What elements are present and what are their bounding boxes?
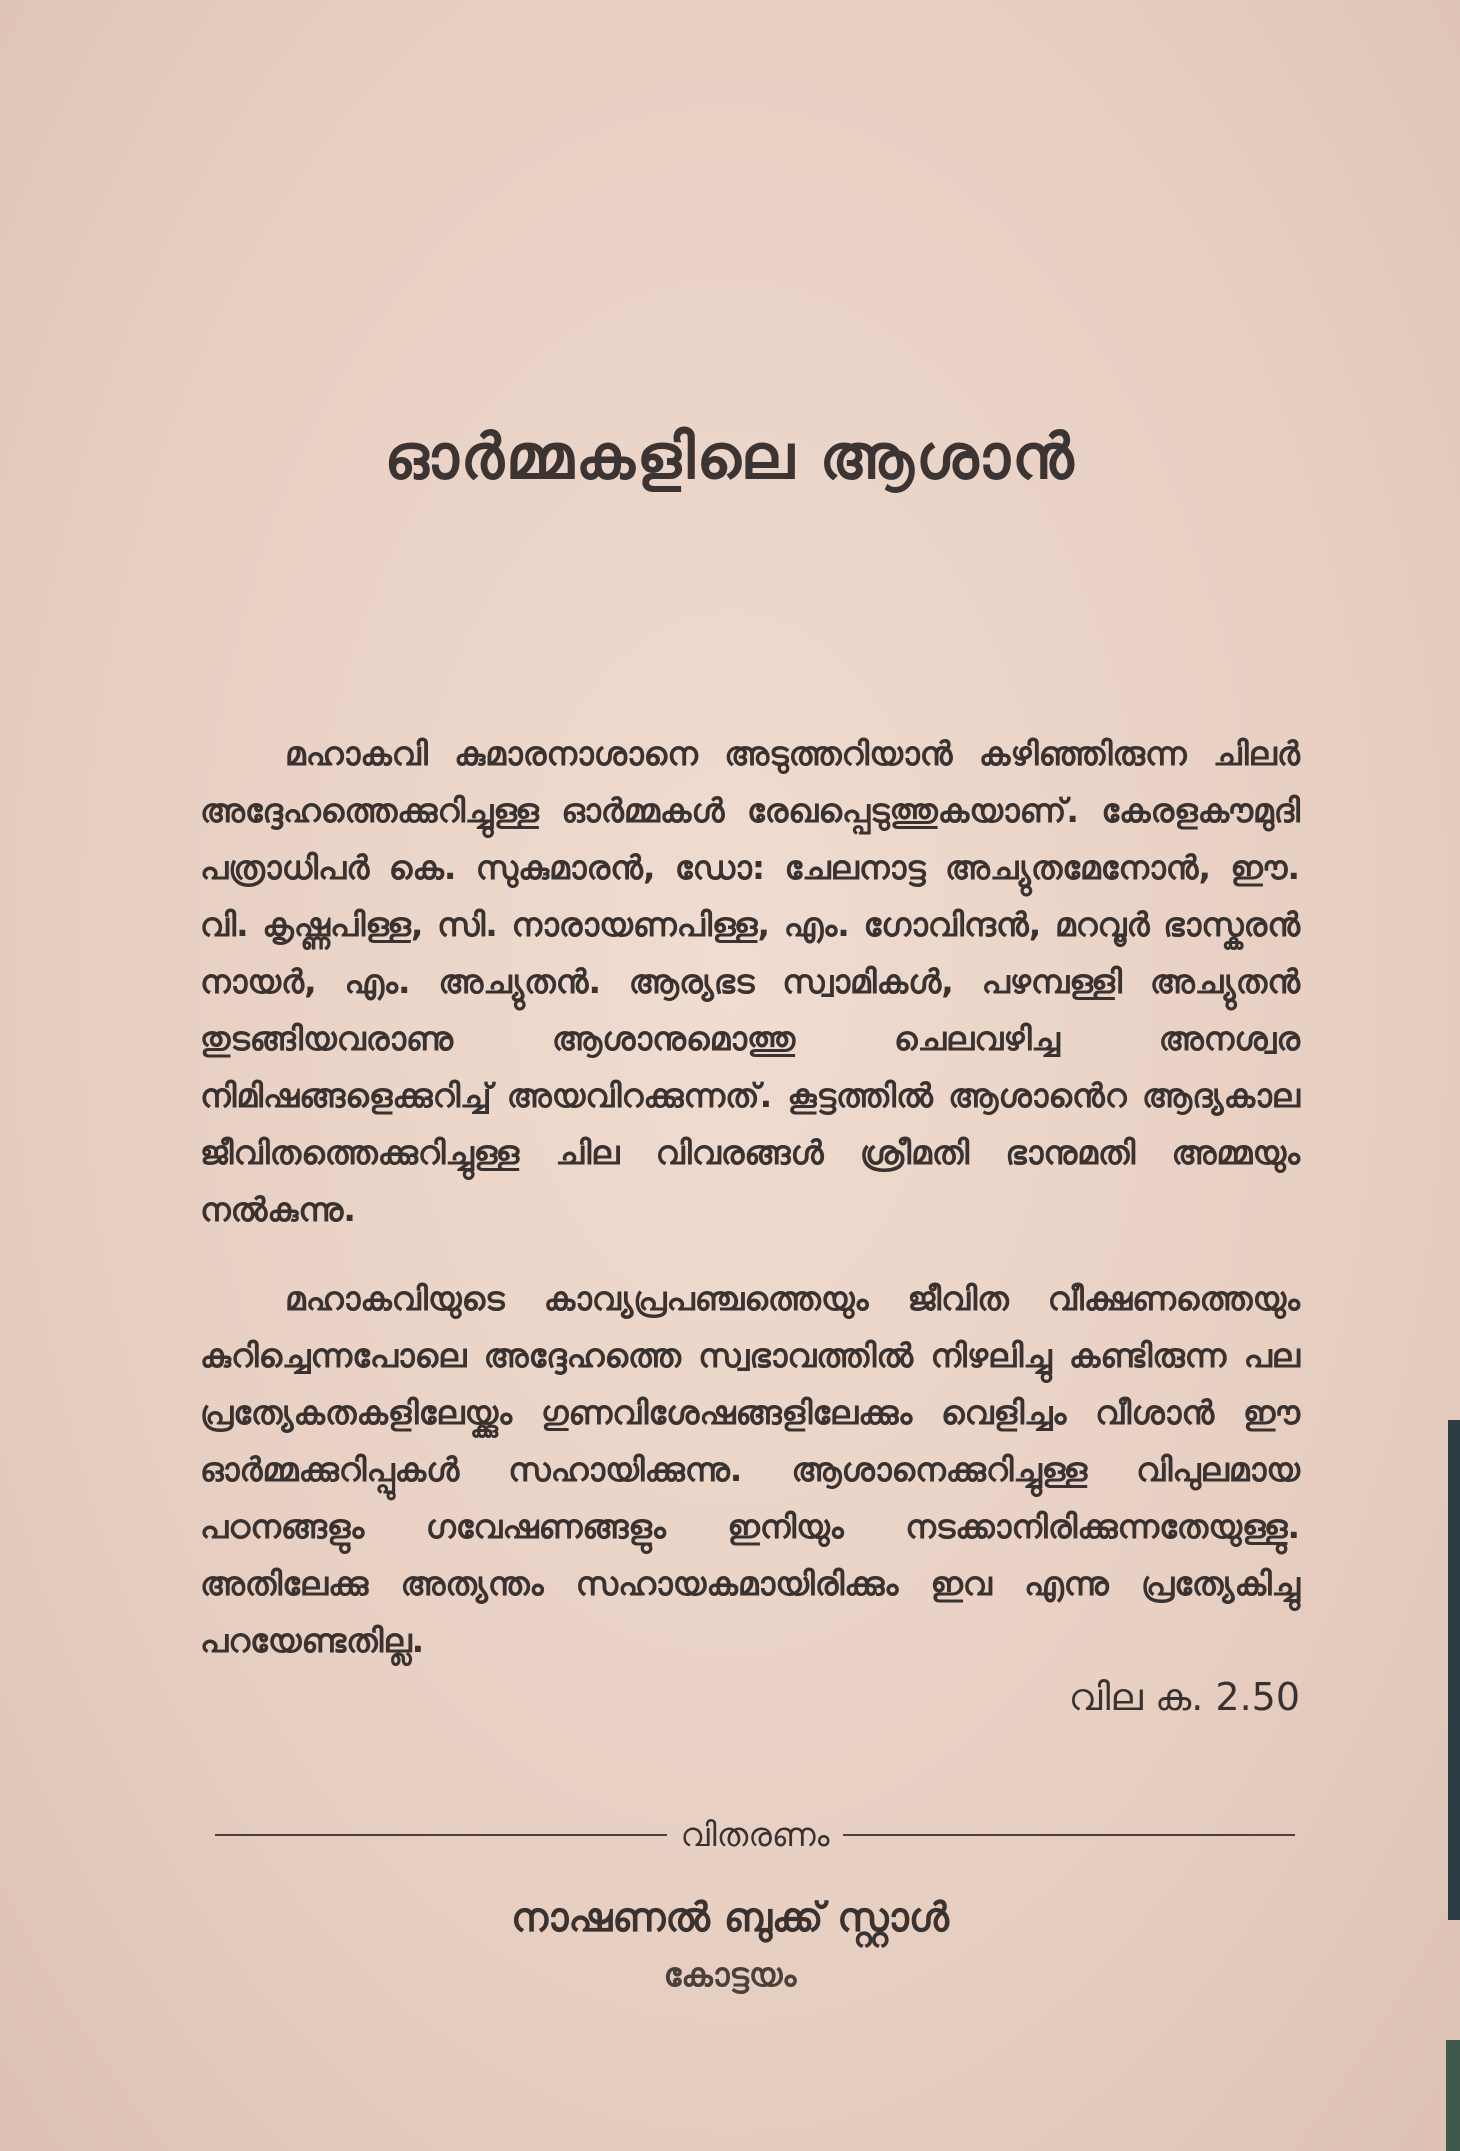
blurb-paragraph-2-text: മഹാകവിയുടെ കാവ്യപ്രപഞ്ചത്തെയും ജീവിത വീക്ഷണത്തെയും കുറിച്ചെന്നപോലെ അദ്ദേഹത്തെ സ്വഭാവത്തിൽ നിഴലിച്ചു കണ്ടിരുന്ന പല പ്രത്യേകതകളിലേയ്ക്കും ഗുണവിശേഷങ്ങളിലേക്കും വെളിച്ചം വീശാൻ ഈ ഓർമ്മക്കുറിപ്പുകൾ സഹായിക്കുന്നു. ആശാനെക്കുറിച്ചുള്ള വിപുലമായ പഠനങ്ങളും ഗവേഷണങ്ങളും ഇനിയും നടക്കാനിരിക്കുന്നതേയുള്ളു. അതിലേക്കു അത്യന്തം സഹായകമായിരിക്കും ഇവ എന്നു പ്രത്യേകിച്ചു പറയേണ്ടതില്ല. <box>200 1279 1300 1660</box>
cover-edge-strip <box>1448 1420 1460 1920</box>
divider-rule-right <box>843 1834 1295 1836</box>
blurb-paragraph-1 <box>200 725 1300 1238</box>
distribution-label: വിതരണം <box>680 1815 830 1854</box>
price-label: വില ക. 2.50 <box>1068 1675 1300 1719</box>
cover-edge-strip-bottom <box>1446 2040 1460 2151</box>
blurb-paragraph-2 <box>200 1270 1300 1669</box>
publisher-name: നാഷണൽ ബുക്ക് സ്റ്റാൾ <box>511 1895 949 1941</box>
distribution-divider <box>215 1810 1295 1860</box>
book-title: ഓർമ്മകളിലെ ആശാൻ <box>384 420 1076 493</box>
blurb-paragraph-1-text: മഹാകവി കുമാരനാശാനെ അടുത്തറിയാൻ കഴിഞ്ഞിരുന്ന ചിലർ അദ്ദേഹത്തെക്കുറിച്ചുള്ള ഓർമ്മകൾ രേഖപ്പെടുത്തുകയാണ്. കേരളകൗമുദി പത്രാധിപർ കെ. സുകുമാരൻ, ഡോ: ചേലനാട്ട അച്യുതമേനോൻ, ഈ. വി. കൃഷ്ണപിള്ള, സി. നാരായണപിള്ള, എം. ഗോവിന്ദൻ, മറവൂർ ഭാസ്കരൻ നായർ, എം. അച്യുതൻ. ആര്യഭട സ്വാമികൾ, പഴമ്പള്ളി അച്യുതൻ തുടങ്ങിയവരാണു ആശാനുമൊത്തു ചെലവഴിച്ച അനശ്വര നിമിഷങ്ങളെക്കുറിച്ച് അയവിറക്കുന്നത്. കൂട്ടത്തിൽ ആശാൻെറ ആദ്യകാല ജീവിതത്തെക്കുറിച്ചുള്ള ചില വിവരങ്ങൾ ശ്രീമതി ഭാനുമതി അമ്മയും നൽകുന്നു. <box>200 734 1300 1229</box>
publisher-city: കോട്ടയം <box>663 1955 797 1994</box>
divider-rule-left <box>215 1834 667 1836</box>
